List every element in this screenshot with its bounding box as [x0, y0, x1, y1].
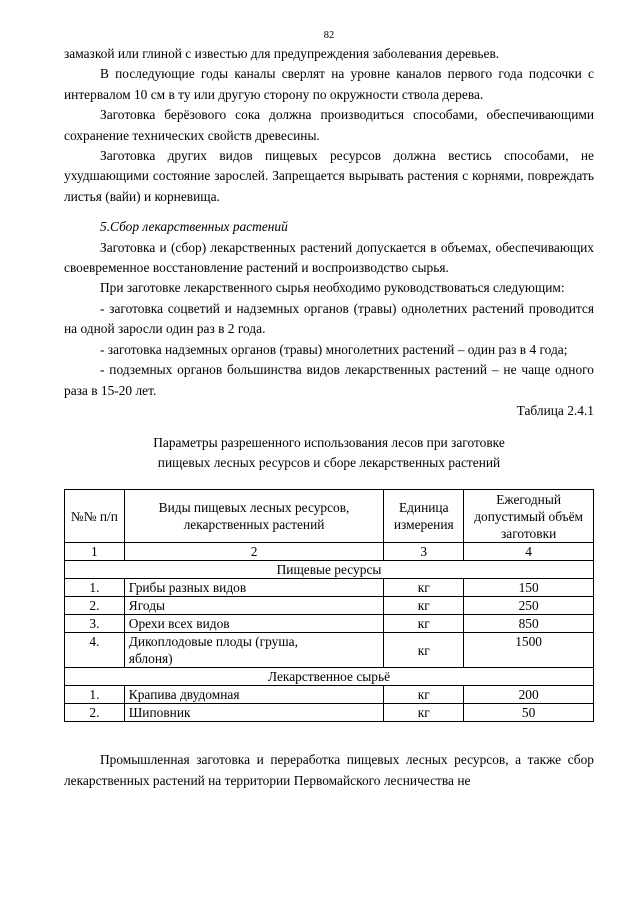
row-number: 2. — [65, 704, 125, 722]
group-title-food: Пищевые ресурсы — [65, 561, 594, 579]
group-row — [65, 668, 594, 686]
row-unit: кг — [384, 597, 464, 615]
row-volume: 1500 — [464, 633, 594, 668]
row-name: Ягоды — [124, 597, 383, 615]
row-volume: 250 — [464, 597, 594, 615]
table-row — [65, 704, 594, 722]
row-unit: кг — [384, 579, 464, 597]
row-number: 1. — [65, 686, 125, 704]
paragraph: - подземных органов большинства видов лекарственных растений – не чаще одного раза в 15-20 лет. — [64, 362, 594, 398]
row-unit: кг — [384, 686, 464, 704]
row-number: 2. — [65, 597, 125, 615]
table-label: Таблица 2.4.1 — [516, 402, 594, 418]
row-volume: 50 — [464, 704, 594, 722]
row-unit: кг — [384, 704, 464, 722]
column-number: 4 — [464, 543, 594, 561]
table-row — [65, 615, 594, 633]
paragraph: - заготовка надземных органов (травы) многолетних растений – один раз в 4 года; — [100, 341, 568, 357]
table-row — [65, 633, 594, 668]
column-number: 2 — [124, 543, 383, 561]
row-number: 3. — [65, 615, 125, 633]
document-page — [64, 30, 594, 791]
column-number: 1 — [65, 543, 125, 561]
table-header-row — [65, 490, 594, 543]
table-row — [65, 686, 594, 704]
row-name: Грибы разных видов — [124, 579, 383, 597]
paragraph: В последующие годы каналы сверлят на уровне каналов первого года подсочки с интервалом 10 см в ту или другую сторону по окружности ствола дерева. — [64, 66, 594, 102]
group-title-medicinal: Лекарственное сырьё — [65, 668, 594, 686]
row-number: 4. — [65, 633, 125, 668]
header-unit: Единица измерения — [384, 490, 464, 543]
row-volume: 150 — [464, 579, 594, 597]
table-caption-line: пищевых лесных ресурсов и сборе лекарственных растений — [157, 455, 501, 471]
group-row — [65, 561, 594, 579]
resources-table — [64, 489, 594, 722]
header-resource-type: Виды пищевых лесных ресурсов, лекарственных растений — [124, 490, 383, 543]
column-number: 3 — [384, 543, 464, 561]
paragraph: - заготовка соцветий и надземных органов (травы) однолетних растений проводится на одной заросли один раз в 2 года. — [64, 300, 594, 337]
paragraph: Заготовка других видов пищевых ресурсов должна вестись способами, не ухудшающими состояние зарослей. Запрещается вырывать растения с корнями, повреждать листья (вайи) и корневища. — [64, 148, 594, 204]
row-name: Дикоплодовые плоды (груша, яблоня) — [124, 633, 383, 668]
row-volume: 200 — [464, 686, 594, 704]
header-number: №№ п/п — [65, 490, 125, 543]
paragraph: замазкой или глиной с известью для предупреждения заболевания деревьев. — [64, 46, 500, 61]
paragraph: Заготовка берёзового сока должна производиться способами, обеспечивающими сохранение технических свойств древесины. — [64, 107, 594, 143]
paragraph: При заготовке лекарственного сырья необходимо руководствоваться следующим: — [100, 280, 565, 296]
table-row — [65, 579, 594, 597]
header-annual-volume: Ежегодный допустимый объём заготовки — [464, 490, 594, 543]
row-name: Крапива двудомная — [124, 686, 383, 704]
row-name: Шиповник — [124, 704, 383, 722]
table-row — [65, 597, 594, 615]
row-volume: 850 — [464, 615, 594, 633]
paragraph: Заготовка и (сбор) лекарственных растений допускается в объемах, обеспечивающих своевременное восстановление растений и воспроизводство сырья. — [64, 239, 594, 276]
table-caption — [64, 433, 594, 473]
page-number: 82 — [323, 30, 335, 41]
table-caption-line: Параметры разрешенного использования лесов при заготовке — [153, 435, 505, 451]
section-title: 5.Сбор лекарственных растений — [100, 219, 288, 235]
column-number-row — [65, 543, 594, 561]
row-unit: кг — [384, 633, 464, 668]
paragraph: Промышленная заготовка и переработка пищевых лесных ресурсов, а также сбор лекарственных растений на территории Первомайского лесничества не — [64, 752, 594, 788]
row-name: Орехи всех видов — [124, 615, 383, 633]
row-number: 1. — [65, 579, 125, 597]
row-unit: кг — [384, 615, 464, 633]
